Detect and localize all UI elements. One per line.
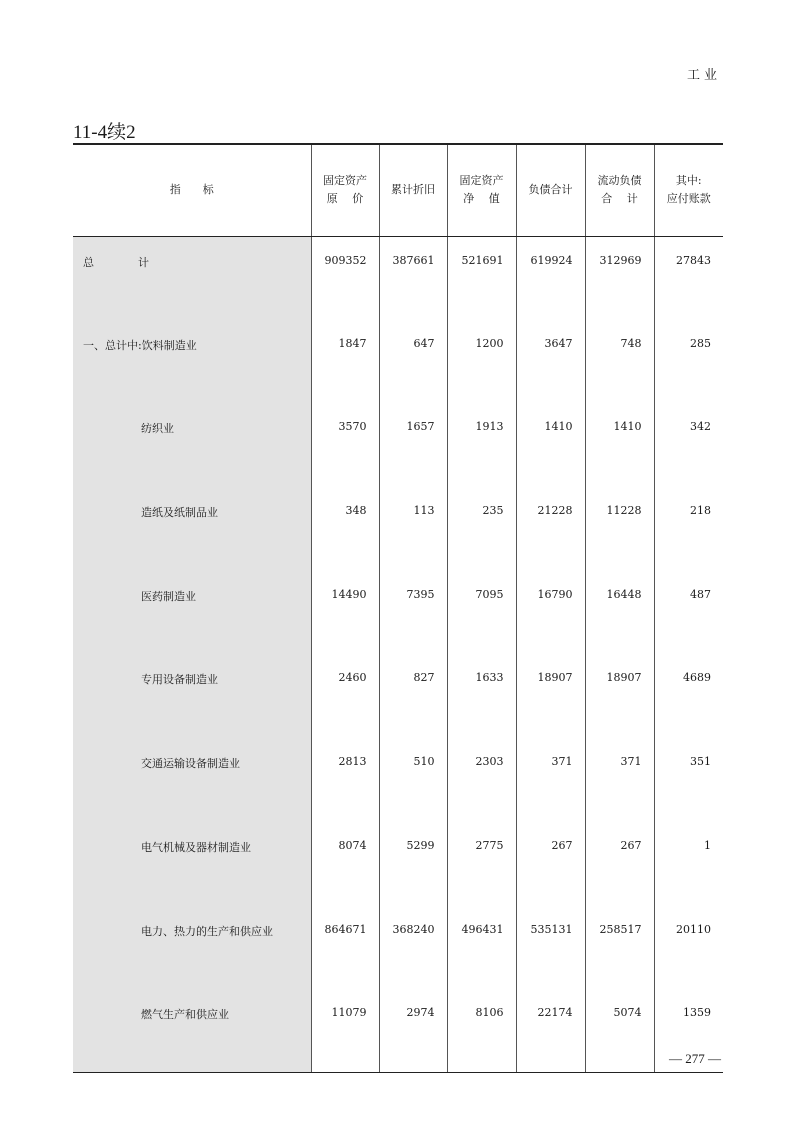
table-cell: 218 [654, 487, 723, 571]
table-cell: 3570 [311, 403, 379, 487]
table-cell: 16448 [585, 571, 654, 655]
table-cell: 285 [654, 320, 723, 404]
row-label: 电气机械及器材制造业 [73, 822, 311, 906]
table-row [73, 571, 723, 655]
table-cell: 8074 [311, 822, 379, 906]
table-cell: 18907 [516, 654, 585, 738]
table-cell: 11228 [585, 487, 654, 571]
table-cell: 619924 [516, 236, 585, 320]
column-header: 固定资产 原 价 [311, 144, 379, 236]
table-cell: 1 [654, 822, 723, 906]
table-row [73, 320, 723, 404]
table-cell: 368240 [379, 906, 447, 990]
table-cell: 1847 [311, 320, 379, 404]
row-label: 燃气生产和供应业 [73, 989, 311, 1073]
column-header: 负债合计 [516, 144, 585, 236]
table-cell: 371 [516, 738, 585, 822]
table-cell: 18907 [585, 654, 654, 738]
table-cell: 22174 [516, 989, 585, 1073]
table-cell: 1410 [585, 403, 654, 487]
table-title: 11-4续2 [73, 122, 136, 143]
table-row [73, 822, 723, 906]
table-row [73, 236, 723, 320]
table-cell: 7095 [447, 571, 516, 655]
table-cell: 351 [654, 738, 723, 822]
row-label: 专用设备制造业 [73, 654, 311, 738]
statistics-table [73, 143, 723, 1073]
table-cell: 5074 [585, 989, 654, 1073]
table-cell: 2460 [311, 654, 379, 738]
table-cell: 1359 [654, 989, 723, 1073]
table-row [73, 906, 723, 990]
row-label: 医药制造业 [73, 571, 311, 655]
column-header: 固定资产 净 值 [447, 144, 516, 236]
table-cell: 113 [379, 487, 447, 571]
table-row [73, 487, 723, 571]
table-row [73, 654, 723, 738]
table-cell: 2303 [447, 738, 516, 822]
table-cell: 3647 [516, 320, 585, 404]
table-row [73, 403, 723, 487]
table-row [73, 738, 723, 822]
table-cell: 5299 [379, 822, 447, 906]
table-cell: 312969 [585, 236, 654, 320]
table-cell: 827 [379, 654, 447, 738]
row-label: 纺织业 [73, 403, 311, 487]
table-cell: 1200 [447, 320, 516, 404]
table-cell: 510 [379, 738, 447, 822]
page-number: — 277 — [669, 1051, 721, 1066]
table-cell: 1657 [379, 403, 447, 487]
column-header: 指 标 [73, 144, 311, 236]
row-label: 交通运输设备制造业 [73, 738, 311, 822]
table-cell: 8106 [447, 989, 516, 1073]
column-header: 流动负债 合 计 [585, 144, 654, 236]
table-cell: 2974 [379, 989, 447, 1073]
table-cell: 2775 [447, 822, 516, 906]
header-row [73, 144, 723, 236]
table-row [73, 989, 723, 1073]
table-cell: 496431 [447, 906, 516, 990]
row-label: 造纸及纸制品业 [73, 487, 311, 571]
table-cell: 14490 [311, 571, 379, 655]
row-label: 总 计 [73, 236, 311, 320]
column-header: 累计折旧 [379, 144, 447, 236]
row-label: 一、总计中:饮料制造业 [73, 320, 311, 404]
table-cell: 7395 [379, 571, 447, 655]
table-cell: 647 [379, 320, 447, 404]
table-cell: 267 [516, 822, 585, 906]
table-cell: 2813 [311, 738, 379, 822]
table-cell: 864671 [311, 906, 379, 990]
table-cell: 1633 [447, 654, 516, 738]
table-cell: 20110 [654, 906, 723, 990]
table-cell: 1913 [447, 403, 516, 487]
table-cell: 16790 [516, 571, 585, 655]
table-cell: 535131 [516, 906, 585, 990]
table-cell: 342 [654, 403, 723, 487]
column-header: 其中: 应付账款 [654, 144, 723, 236]
table-cell: 258517 [585, 906, 654, 990]
table-cell: 267 [585, 822, 654, 906]
table-cell: 1410 [516, 403, 585, 487]
table-cell: 235 [447, 487, 516, 571]
table-cell: 909352 [311, 236, 379, 320]
table-cell: 521691 [447, 236, 516, 320]
row-label: 电力、热力的生产和供应业 [73, 906, 311, 990]
table-cell: 748 [585, 320, 654, 404]
table-cell: 27843 [654, 236, 723, 320]
table-cell: 21228 [516, 487, 585, 571]
section-label: 工业 [686, 68, 721, 83]
table-cell: 4689 [654, 654, 723, 738]
table-cell: 11079 [311, 989, 379, 1073]
table-cell: 487 [654, 571, 723, 655]
table-cell: 387661 [379, 236, 447, 320]
table-cell: 348 [311, 487, 379, 571]
table-cell: 371 [585, 738, 654, 822]
